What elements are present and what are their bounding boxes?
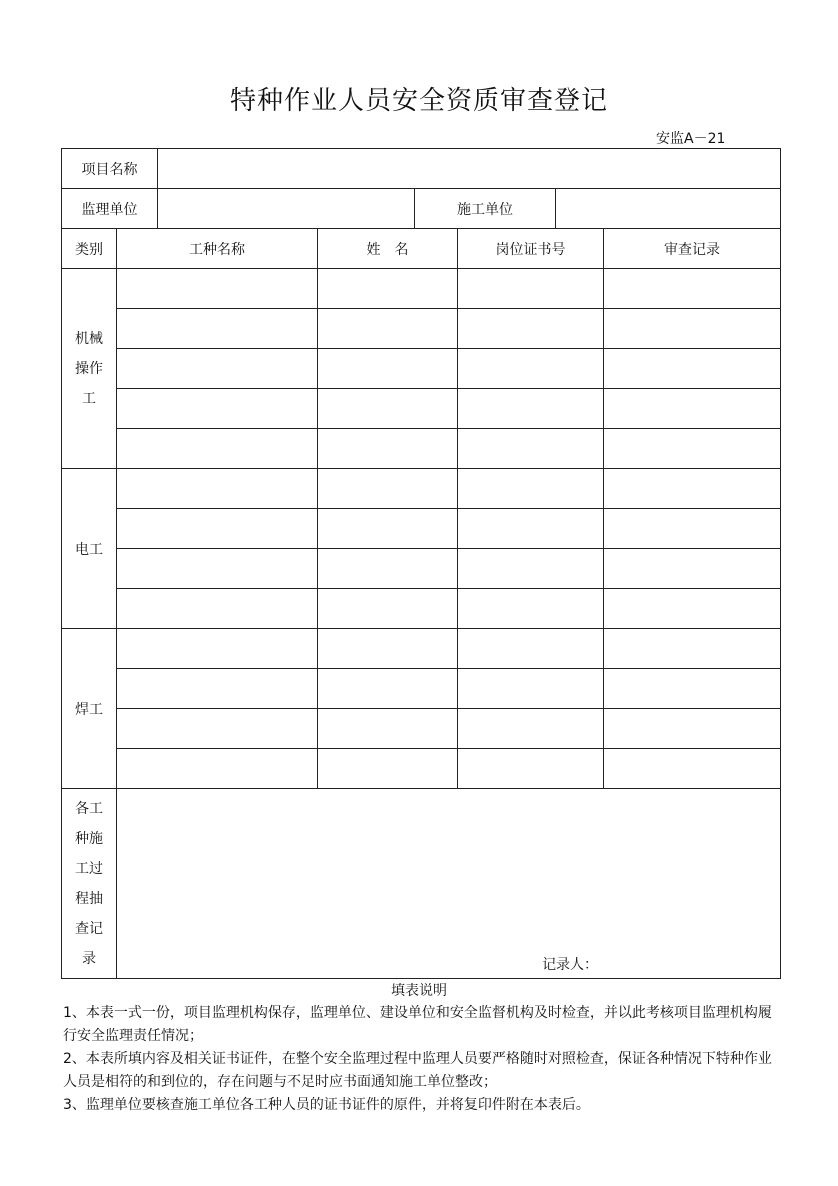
form-title: 特种作业人员安全资质审查登记 (229, 86, 608, 116)
table-row (62, 669, 781, 709)
trade-name-cell[interactable] (117, 669, 318, 709)
review-record-cell[interactable] (604, 549, 781, 589)
name-cell[interactable] (318, 629, 458, 669)
cert-no-cell[interactable] (458, 429, 604, 469)
construction-unit-label: 施工单位 (415, 189, 556, 229)
trade-name-cell[interactable] (117, 349, 318, 389)
table-row (62, 629, 781, 669)
name-cell[interactable] (318, 749, 458, 789)
cert-no-cell[interactable] (458, 749, 604, 789)
name-cell[interactable] (318, 389, 458, 429)
cert-no-cell[interactable] (458, 669, 604, 709)
table-row (62, 349, 781, 389)
header-category: 类别 (62, 229, 117, 269)
category-inspection-record (62, 789, 117, 979)
units-row (62, 189, 781, 229)
inspection-row (62, 789, 781, 979)
name-cell[interactable] (318, 589, 458, 629)
review-record-cell[interactable] (604, 309, 781, 349)
category-label-line: 程抽 (75, 890, 103, 907)
review-record-cell[interactable] (604, 269, 781, 309)
table-row (62, 309, 781, 349)
review-record-cell[interactable] (604, 589, 781, 629)
name-cell[interactable] (318, 309, 458, 349)
category-label-line: 工 (82, 390, 96, 407)
category-label-line: 各工 (75, 800, 103, 817)
table-row (62, 749, 781, 789)
name-cell[interactable] (318, 549, 458, 589)
review-record-cell[interactable] (604, 389, 781, 429)
review-record-cell[interactable] (604, 749, 781, 789)
trade-name-cell[interactable] (117, 309, 318, 349)
table-row (62, 509, 781, 549)
table-row (62, 469, 781, 509)
note-item: 3、监理单位要核查施工单位各工种人员的证书证件的原件，并将复印件附在本表后。 (63, 1097, 590, 1113)
review-record-cell[interactable] (604, 349, 781, 389)
trade-name-cell[interactable] (117, 749, 318, 789)
trade-name-cell[interactable] (117, 629, 318, 669)
header-name: 姓 名 (318, 229, 458, 269)
trade-name-cell[interactable] (117, 389, 318, 429)
trade-name-cell[interactable] (117, 589, 318, 629)
category-label-line: 种施 (75, 830, 103, 847)
notes-title: 填表说明 (391, 983, 447, 999)
name-cell[interactable] (318, 509, 458, 549)
header-row (62, 229, 781, 269)
review-record-cell[interactable] (604, 509, 781, 549)
category-machine-operator (62, 269, 117, 469)
name-cell[interactable] (318, 349, 458, 389)
header-trade-name: 工种名称 (117, 229, 318, 269)
cert-no-cell[interactable] (458, 349, 604, 389)
review-record-cell[interactable] (604, 429, 781, 469)
trade-name-cell[interactable] (117, 509, 318, 549)
construction-unit-field[interactable] (556, 189, 781, 229)
header-cert-no: 岗位证书号 (458, 229, 604, 269)
name-cell[interactable] (318, 709, 458, 749)
cert-no-cell[interactable] (458, 389, 604, 429)
name-cell[interactable] (318, 669, 458, 709)
cert-no-cell[interactable] (458, 709, 604, 749)
category-label-line: 查记 (75, 920, 103, 937)
name-cell[interactable] (318, 429, 458, 469)
project-name-label: 项目名称 (62, 149, 158, 189)
table-row (62, 389, 781, 429)
trade-name-cell[interactable] (117, 549, 318, 589)
review-record-cell[interactable] (604, 629, 781, 669)
cert-no-cell[interactable] (458, 309, 604, 349)
recorder-label: 记录人： (542, 957, 599, 973)
form-code: 安监A－21 (656, 131, 726, 147)
trade-name-cell[interactable] (117, 709, 318, 749)
table-row (62, 589, 781, 629)
review-record-cell[interactable] (604, 709, 781, 749)
cert-no-cell[interactable] (458, 509, 604, 549)
category-label-line: 机械 (75, 330, 103, 347)
note-item: 1、本表一式一份，项目监理机构保存，监理单位、建设单位和安全监督机构及时检查，并以此考核项目监理机构履行安全监理责任情况； (63, 1005, 772, 1044)
filling-instructions (63, 1002, 775, 1117)
cert-no-cell[interactable] (458, 549, 604, 589)
cert-no-cell[interactable] (458, 269, 604, 309)
category-label-line: 录 (82, 950, 96, 967)
cert-no-cell[interactable] (458, 589, 604, 629)
name-cell[interactable] (318, 469, 458, 509)
review-record-cell[interactable] (604, 669, 781, 709)
category-label-line: 工过 (75, 860, 103, 877)
project-row (62, 149, 781, 189)
table-row (62, 429, 781, 469)
review-record-cell[interactable] (604, 469, 781, 509)
table-row (62, 269, 781, 309)
trade-name-cell[interactable] (117, 469, 318, 509)
trade-name-cell[interactable] (117, 429, 318, 469)
supervision-unit-field[interactable] (158, 189, 415, 229)
inspection-record-field[interactable] (117, 789, 781, 979)
qualification-table (61, 148, 781, 979)
supervision-unit-label: 监理单位 (62, 189, 158, 229)
header-review-record: 审查记录 (604, 229, 781, 269)
cert-no-cell[interactable] (458, 469, 604, 509)
category-welder: 焊工 (62, 629, 117, 789)
name-cell[interactable] (318, 269, 458, 309)
trade-name-cell[interactable] (117, 269, 318, 309)
table-row (62, 549, 781, 589)
category-electrician: 电工 (62, 469, 117, 629)
project-name-field[interactable] (158, 149, 781, 189)
cert-no-cell[interactable] (458, 629, 604, 669)
table-row (62, 709, 781, 749)
category-label-line: 操作 (75, 360, 103, 377)
note-item: 2、本表所填内容及相关证书证件，在整个安全监理过程中监理人员要严格随时对照检查，保证各种情况下特种作业人员是相符的和到位的，存在问题与不足时应书面通知施工单位整改； (63, 1051, 772, 1090)
